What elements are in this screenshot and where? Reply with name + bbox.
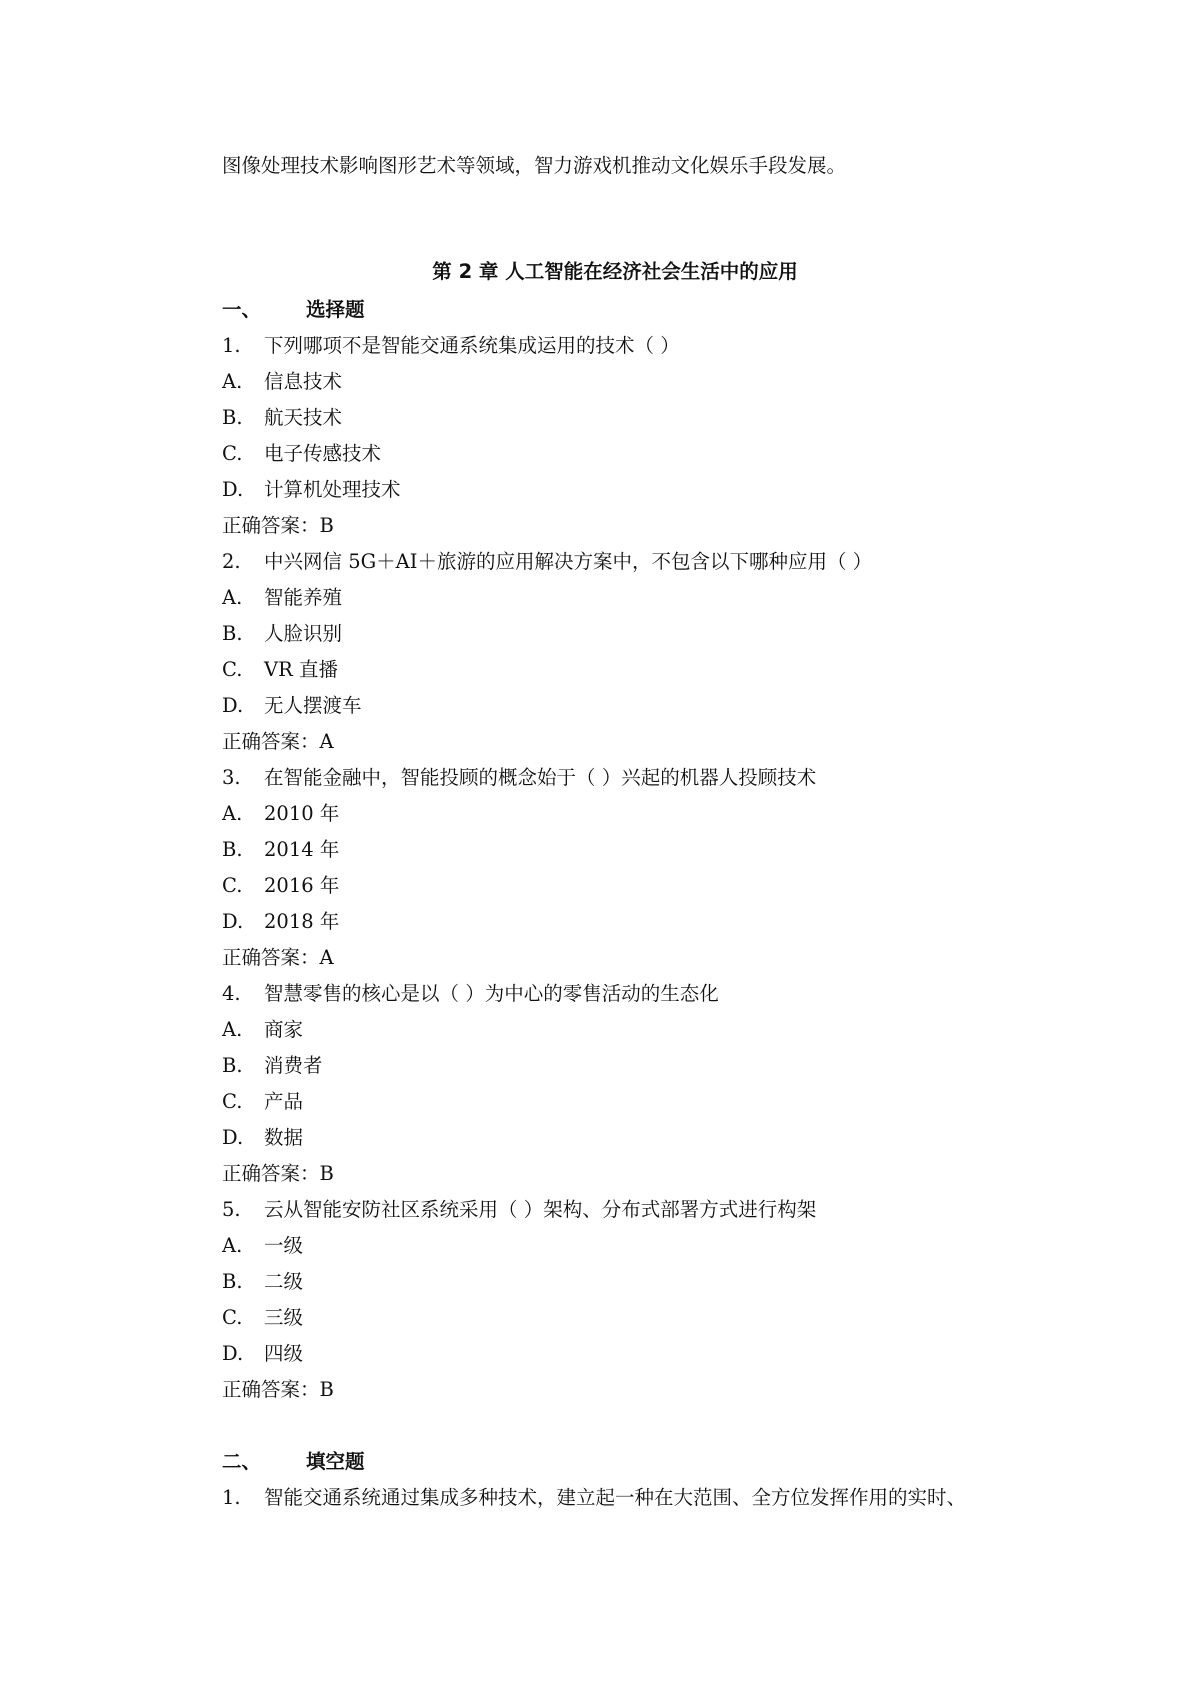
question-text: 云从智能安防社区系统采用（ ）架构、分布式部署方式进行构架: [264, 1198, 817, 1221]
answer-option: [222, 1228, 1122, 1264]
option-label: D.: [222, 1342, 244, 1365]
question-number: 3.: [222, 766, 241, 789]
chapter-content: [222, 292, 1122, 1516]
option-text: 消费者: [264, 1054, 323, 1077]
question-number: 2.: [222, 550, 241, 573]
option-label: B.: [222, 406, 243, 429]
question-stem: [222, 1192, 1122, 1228]
answer-option: [222, 1084, 1122, 1120]
option-label: C.: [222, 874, 243, 897]
answer-option: [222, 868, 1122, 904]
correct-answer: 正确答案：A: [222, 946, 334, 969]
correct-answer: 正确答案：B: [222, 1378, 334, 1401]
section-heading-multiple-choice: [222, 292, 1122, 328]
answer-option: [222, 1012, 1122, 1048]
answer-option: [222, 652, 1122, 688]
option-label: D.: [222, 694, 244, 717]
question-text: 中兴网信 5G＋AI＋旅游的应用解决方案中，不包含以下哪种应用（ ）: [264, 550, 873, 573]
option-label: C.: [222, 442, 243, 465]
option-text: 2010 年: [264, 802, 340, 825]
option-text: 产品: [264, 1090, 304, 1113]
option-text: 2014 年: [264, 838, 340, 861]
answer-option: [222, 1300, 1122, 1336]
option-label: C.: [222, 1306, 243, 1329]
option-label: D.: [222, 478, 244, 501]
answer-option: [222, 688, 1122, 724]
question-number: 1.: [222, 334, 241, 357]
section-heading-fill-in-blank: [222, 1444, 1122, 1480]
option-text: 三级: [264, 1306, 304, 1329]
question-text: 智慧零售的核心是以（ ）为中心的零售活动的生态化: [264, 982, 719, 1005]
question-stem: [222, 760, 1122, 796]
option-label: A.: [222, 802, 243, 825]
option-label: A.: [222, 586, 243, 609]
question-number: 1.: [222, 1486, 241, 1509]
section-title: 填空题: [306, 1450, 365, 1473]
answer-option: [222, 364, 1122, 400]
chapter-title: 第 2 章 人工智能在经济社会生活中的应用: [432, 260, 798, 283]
option-text: 人脸识别: [264, 622, 343, 645]
option-text: 信息技术: [264, 370, 343, 393]
option-text: 航天技术: [264, 406, 343, 429]
answer-option: [222, 1120, 1122, 1156]
answer-option: [222, 832, 1122, 868]
answer-option: [222, 1264, 1122, 1300]
continuation-paragraph: 图像处理技术影响图形艺术等领域，智力游戏机推动文化娱乐手段发展。: [222, 154, 847, 177]
answer-option: [222, 580, 1122, 616]
option-label: A.: [222, 370, 243, 393]
answer-option: [222, 400, 1122, 436]
option-text: 电子传感技术: [264, 442, 382, 465]
question-stem: [222, 328, 1122, 364]
section-number: 一、: [222, 298, 262, 321]
option-label: C.: [222, 658, 243, 681]
option-label: B.: [222, 1270, 243, 1293]
option-label: D.: [222, 1126, 244, 1149]
answer-option: [222, 436, 1122, 472]
option-label: D.: [222, 910, 244, 933]
question-text: 智能交通系统通过集成多种技术，建立起一种在大范围、全方位发挥作用的实时、: [264, 1486, 967, 1509]
question-stem: [222, 544, 1122, 580]
answer-option: [222, 796, 1122, 832]
option-text: 数据: [264, 1126, 304, 1149]
blank-line: [222, 1408, 1122, 1444]
option-label: C.: [222, 1090, 243, 1113]
option-text: 计算机处理技术: [264, 478, 401, 501]
answer-option: [222, 1048, 1122, 1084]
question-stem: [222, 976, 1122, 1012]
question-text: 下列哪项不是智能交通系统集成运用的技术（ ）: [264, 334, 680, 357]
option-label: B.: [222, 838, 243, 861]
answer-option: [222, 472, 1122, 508]
section-title: 选择题: [306, 298, 365, 321]
question-stem: [222, 1480, 1122, 1516]
option-text: 2018 年: [264, 910, 340, 933]
option-label: A.: [222, 1234, 243, 1257]
correct-answer: 正确答案：B: [222, 514, 334, 537]
option-text: 智能养殖: [264, 586, 343, 609]
answer-option: [222, 904, 1122, 940]
option-text: 无人摆渡车: [264, 694, 362, 717]
answer-option: [222, 1336, 1122, 1372]
question-number: 4.: [222, 982, 241, 1005]
option-text: 2016 年: [264, 874, 340, 897]
option-label: B.: [222, 1054, 243, 1077]
option-label: A.: [222, 1018, 243, 1041]
option-text: 一级: [264, 1234, 304, 1257]
option-label: B.: [222, 622, 243, 645]
answer-option: [222, 616, 1122, 652]
section-number: 二、: [222, 1450, 262, 1473]
question-number: 5.: [222, 1198, 241, 1221]
option-text: 四级: [264, 1342, 304, 1365]
option-text: 商家: [264, 1018, 304, 1041]
option-text: 二级: [264, 1270, 304, 1293]
question-text: 在智能金融中，智能投顾的概念始于（ ）兴起的机器人投顾技术: [264, 766, 817, 789]
option-text: VR 直播: [264, 658, 338, 681]
correct-answer: 正确答案：A: [222, 730, 334, 753]
correct-answer: 正确答案：B: [222, 1162, 334, 1185]
